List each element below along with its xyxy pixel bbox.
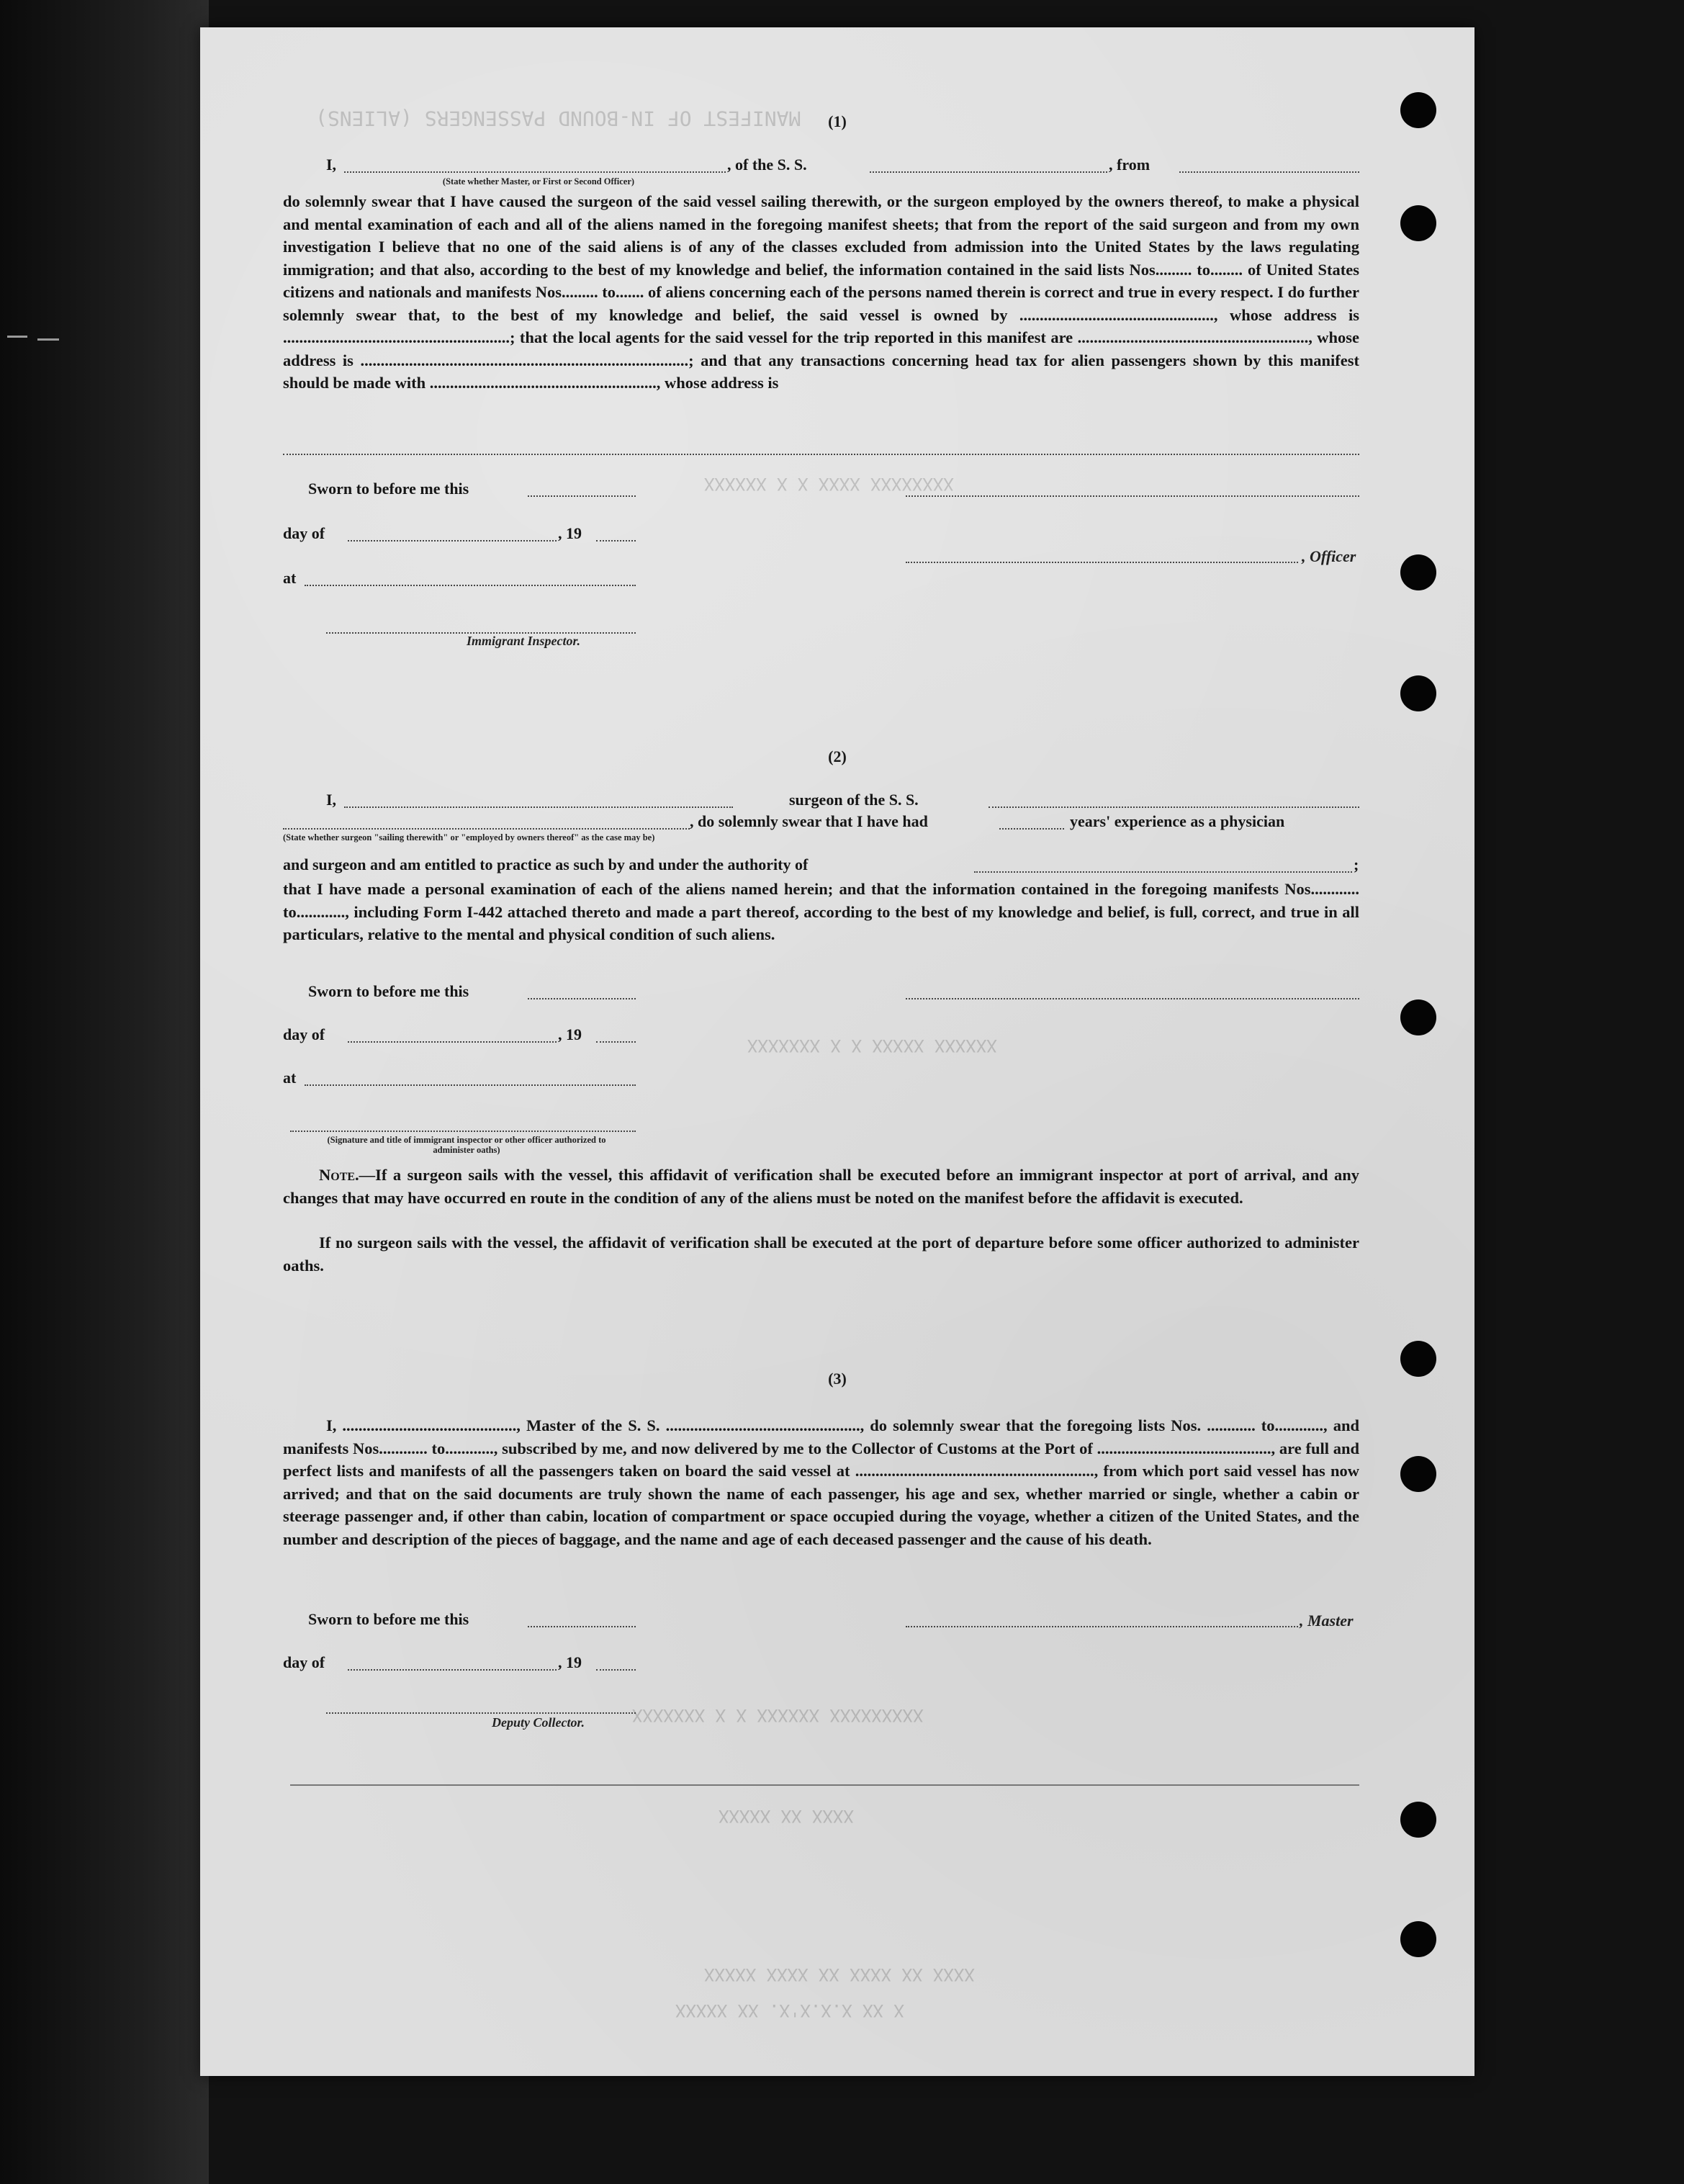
year-line-1 [596, 540, 636, 541]
vessel-label: , of the S. S. [727, 156, 807, 174]
day-line-2 [348, 1041, 557, 1043]
authority-label: and surgeon and am entitled to practice as such by and under the authority of [283, 855, 809, 873]
day-of-label-1: day of [283, 524, 325, 542]
signature-title-caption: (Signature and title of immigrant inspector or other officer authorized to administer oaths) [327, 1135, 606, 1155]
year-label-1: , 19 [558, 524, 582, 542]
at-label-2: at [283, 1069, 297, 1087]
year-line-2 [596, 1041, 636, 1043]
manifest-page [200, 27, 1474, 2076]
surgeon-status-caption: (State whether surgeon "sailing therewith" or "employed by owners thereof" as the case may be) [283, 832, 655, 842]
note-text: —If a surgeon sails with the vessel, this affidavit of verification shall be executed before an immigrant inspector at port of arrival, and any changes that may have occurred en route in the condition of any of the aliens must be noted on the manifest before the affidavit is executed. [283, 1166, 1359, 1207]
address-line [283, 454, 1359, 455]
surgeon-vessel-label: surgeon of the S. S. [789, 791, 919, 809]
sworn-date-line-2 [528, 998, 636, 999]
from-label: , from [1109, 156, 1151, 174]
year-label-3: , 19 [558, 1653, 582, 1671]
year-line-3 [596, 1669, 636, 1671]
bottom-rule [290, 1784, 1359, 1786]
punch-hole [1400, 92, 1436, 128]
authorized-officer-signature-line [290, 1131, 636, 1132]
master-caption: , Master [1300, 1612, 1354, 1630]
officer-rank-caption: (State whether Master, or First or Second Officer) [442, 176, 635, 187]
punch-hole [1400, 1456, 1436, 1492]
at-line-2 [305, 1084, 636, 1086]
sworn-label-3: Sworn to before me this [308, 1610, 469, 1628]
punch-hole [1400, 1921, 1436, 1957]
punch-hole [1400, 1341, 1436, 1377]
punch-hole [1400, 675, 1436, 711]
punch-hole [1400, 205, 1436, 241]
punch-hole [1400, 1802, 1436, 1838]
bleed-through-text: XXXX XX XXXXX [719, 1806, 854, 1826]
master-signature-line [906, 1626, 1298, 1627]
surgeon-note-2: If no surgeon sails with the vessel, the affidavit of verification shall be executed at the port of departure before some officer authorized to administer oaths. [283, 1233, 1359, 1275]
day-line-3 [348, 1669, 557, 1671]
note-label: Note. [319, 1166, 359, 1184]
at-label-1: at [283, 569, 297, 587]
semicolon: ; [1354, 855, 1359, 873]
section-number-2: (2) [828, 747, 847, 765]
day-line-1 [348, 540, 557, 541]
years-line [999, 828, 1064, 830]
bleed-through-text: X XX X.X.X'X. XX XXXXX [675, 2000, 904, 2021]
officer-caption: , Officer [1302, 547, 1356, 565]
year-label-2: , 19 [558, 1025, 582, 1043]
section-number-1: (1) [828, 112, 847, 130]
day-of-label-3: day of [283, 1653, 325, 1671]
punch-hole [1400, 999, 1436, 1035]
sworn-label-2: Sworn to before me this [308, 982, 469, 1000]
bleed-through-text: XXXXXXXXX XXXXXX X X XXXXXXX [632, 1705, 924, 1725]
section3-oath-text: I, ..........................................., Master of the S. S. ................................................, do solemnly swear that the foregoing lists Nos. ............ to............, and manifests Nos............ to............, subscribed by me, and now delivered by me to the Collector of Customs at the Port of ..........................................., are full and perfect lists and manifests of all the passengers taken on board the said vessel at ..........................................................., from which port said vessel has now arrived; and that on the said documents are truly shown the name of each passenger, his age and sex, whether married or single, whether a cabin or steerage passenger and, if other than cabin, location of compartment or space occupied during the voyage, whether a citizen of the United States, and the number and description of the pieces of baggage, and the name and age of each deceased passenger and the cause of his death. [283, 1416, 1359, 1548]
section2-oath-text: that I have made a personal examination of each of the aliens named herein; and that the information contained in the foregoing manifests Nos............ to............, including Form I-442 attached thereto and made a part thereof, according to the best of my knowledge and belief, is full, correct, and true in all particulars, relative to the mental and physical condition of such aliens. [283, 880, 1359, 943]
scan-background [0, 0, 209, 2184]
at-line-1 [305, 585, 636, 586]
deputy-collector-caption: Deputy Collector. [492, 1715, 585, 1730]
surgeon-signature-line [906, 998, 1359, 999]
section1-i-label: I, [326, 156, 337, 174]
experience-label: , do solemnly swear that I have had [690, 812, 928, 830]
officer-signature-line-top [906, 495, 1359, 497]
authority-line [974, 871, 1352, 873]
sworn-date-line-3 [528, 1626, 636, 1627]
bleed-through-text: XXXXXX XXXXX X X XXXXXXX [747, 1035, 997, 1056]
officer-name-line [344, 171, 726, 173]
from-port-line [1179, 171, 1359, 173]
bleed-through-text: XXXX XX XXXX XX XXXX XXXXX [704, 1964, 975, 1985]
sworn-label-1: Sworn to before me this [308, 480, 469, 498]
surgeon-vessel-line [989, 806, 1359, 808]
officer-signature-line [906, 562, 1298, 563]
edge-mark [7, 336, 27, 338]
immigrant-inspector-caption: Immigrant Inspector. [467, 634, 581, 648]
bleed-through-text: MANIFEST OF IN-BOUND PASSENGERS (ALIENS) [315, 107, 801, 130]
section-number-3: (3) [828, 1370, 847, 1388]
sworn-date-line-1 [528, 495, 636, 497]
surgeon-type-line [283, 828, 690, 830]
section1-oath-text: do solemnly swear that I have caused the surgeon of the said vessel sailing therewith, or the surgeon employed by the owners thereof, to make a physical and mental examination of each and all of the aliens named in the foregoing manifest sheets; that from the report of the said surgeon and from my own investigation I believe that no one of the said aliens is of any of the classes excluded from admission into the United States by the laws regulating immigration; and that also, according to the best of my knowledge and belief, the information contained in the said lists Nos......... to........ of United States citizens and nationals and manifests Nos......... to....... of aliens concerning each of the persons named therein is correct and true in every respect. I do further solemnly swear that, to the best of my knowledge and belief, the said vessel is owned by ................................................, whose address is ........................................................; that the local agents for the said vessel for the trip reported in this manifest are ........................................................., whose address is .................................................................................; and that any transactions concerning head tax for alien passengers shown by this manifest should be made with ........................................................, whose address is [283, 192, 1359, 392]
bleed-through-text: XXXXXXXX XXXX X X XXXXXX [704, 474, 954, 494]
physician-label: years' experience as a physician [1070, 812, 1285, 830]
section2-i-label: I, [326, 791, 337, 809]
edge-mark [37, 338, 59, 341]
surgeon-note [283, 1164, 1359, 1209]
vessel-name-line [870, 171, 1107, 173]
punch-hole [1400, 554, 1436, 590]
collector-signature-line [326, 1712, 636, 1714]
day-of-label-2: day of [283, 1025, 325, 1043]
surgeon-name-line [344, 806, 733, 808]
